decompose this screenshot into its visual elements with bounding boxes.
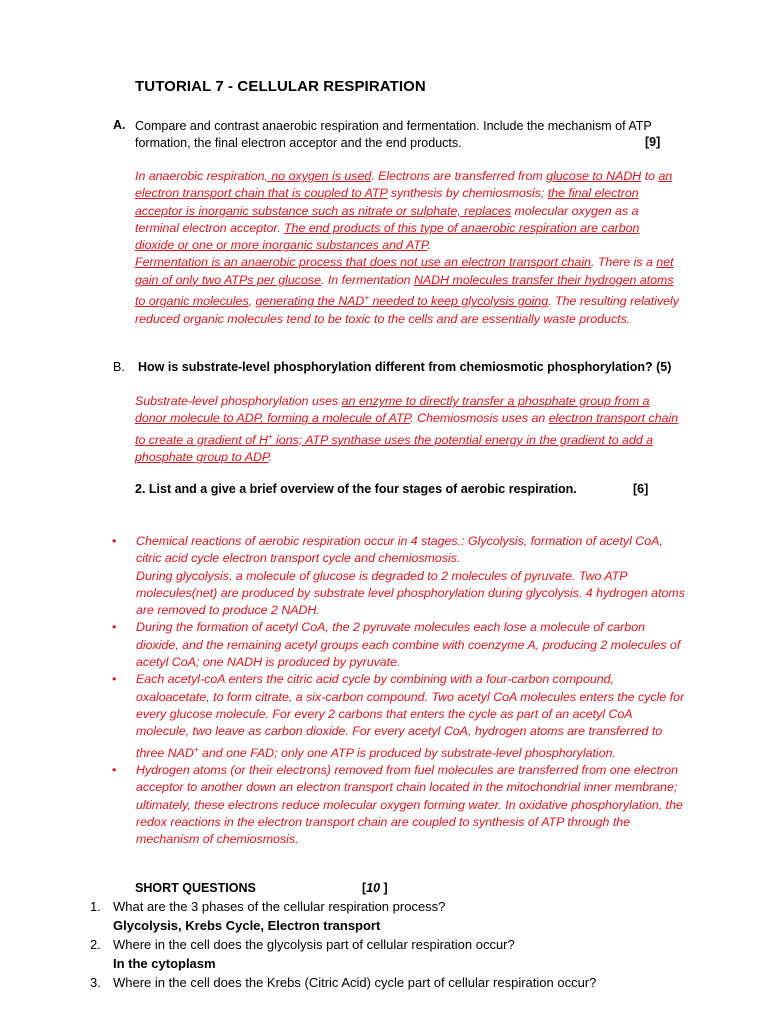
document-page: TUTORIAL 7 - CELLULAR RESPIRATION A. Compare and contrast anaerobic respiration and fermentation. Include the mechanism of ATP formation, the final electron acceptor and the end products. [9] In anaerobic respiration, no oxygen is used. Electrons are transferred from glucose to NADH to an electron transport chain that is coupled to ATP synthesis by chemiosmosis; the final electron acceptor is inorganic substance such as nitrate or sulphate, replaces molecular oxygen as a terminal electron acceptor. The end products of this type of anaerobic respiration are carbon dioxide or one or more inorganic substances and ATP. Fermentation is an anaerobic process that does not use an electron transport chain. There is a net gain of only two ATPs per glucose. In fermentation NADH molecules transfer their hydrogen atoms to organic molecules, generating the NAD+ needed to keep glycolysis going. The resulting relatively reduced organic molecules tend to be toxic to the cells and are essentially waste products. B. How is substrate-level phosphorylation different from chemiosmotic phosphorylation? (5) Substrate-level phosphorylation uses an enzyme to directly transfer a phosphate group from a donor molecule to ADP, forming a molecule of ATP. Chemiosmosis uses an electron transport chain to create a gradient of H+ ions; ATP synthase uses the potential energy in the gradient to add a phosphate group to ADP. 2. List and a give a brief overview of the four stages of aerobic respiration. [6] • Chemical reactions of aerobic respiration occur in 4 stages.: Glycolysis, formation of acetyl CoA, citric acid cycle electron transport cycle and chemiosmosis. During glycolysis, a molecule of glucose is degraded to 2 molecules of pyruvate. Two ATP molecules(net) are produced by substrate level phosphorylation during glycolysis. 4 hydrogen atoms are removed to produce 2 NADH. • During the formation of acetyl CoA, the 2 pyruvate molecules each lose a molecule of carbon dioxide, and the remaining acetyl groups each combine with coenzyme A, producing 2 molecules of acetyl CoA; one NADH is produced by pyruvate. • Each acetyl-coA enters the citric acid cycle by combining with a four-carbon compound, oxaloacetate, to form citrate, a six-carbon compound. Two acetyl CoA molecules enters the cycle for every glucose molecule. For every 2 carbons that enters the cycle as part of an acetyl CoA molecule, two leave as carbon dioxide. For every acetyl CoA, hydrogen atoms are transferred to three NAD+ and one FAD; only one ATP is produced by substrate-level phosphorylation. • Hydrogen atoms (or their electrons) removed from fuel molecules are transferred from one electron acceptor to another down an electron transport chain located in the mitochondrial inner membrane; ultimately, these electrons reduce molecular oxygen forming water. In oxidative phosphorylation, the redox reactions in the electron transport chain are coupled to synthesis of ATP through the mechanism of chemiosmosis. SHORT QUESTIONS [10 ] 1. What are the 3 phases of the cellular respiration process? Glycolysis, Krebs Cycle, Electron transport 2. Where in the cell does the glycolysis part of cellular respiration occur? In the cytoplasm 3. Where in the cell does the Krebs (Citric Acid) cycle part of cellular respiration occur? [0, 0, 768, 1024]
answer-b-paragraph: Substrate-level phosphorylation uses an enzyme to directly transfer a phosphate group from a donor molecule to ADP, forming a molecule of ATP. Chemiosmosis uses an electron transport chain to create a gradient of H+ ions; ATP synthase uses the potential energy in the gradient to add a phosphate group to ADP. [135, 394, 679, 465]
bullet-marker: • [112, 672, 117, 687]
answer-a-paragraph-2: Fermentation is an anaerobic process that does not use an electron transport chain. There is a net gain of only two ATPs per glucose. In fermentation NADH molecules transfer their hydrogen atoms to organic molecules, generating the NAD+ needed to keep glycolysis going. The resulting relatively reduced organic molecules tend to be toxic to the cells and are essentially waste products. [135, 255, 680, 326]
list-item: • Chemical reactions of aerobic respiration occur in 4 stages.: Glycolysis, formation of acetyl CoA, citric acid cycle electron transport cycle and chemiosmosis. During glycolysis, a molecule of glucose is degraded to 2 molecules of pyruvate. Two ATP molecules(net) are produced by substrate level phosphorylation during glycolysis. 4 hydrogen atoms are removed to produce 2 NADH. [112, 534, 685, 618]
bullet-marker: • [112, 534, 117, 548]
list-item: • During the formation of acetyl CoA, the 2 pyruvate molecules each lose a molecule of carbon dioxide, and the remaining acetyl groups each combine with coenzyme A, producing 2 molecules of acetyl CoA; one NADH is produced by pyruvate. [112, 620, 681, 670]
short-question-answer: In the cytoplasm [113, 956, 216, 971]
page-title: TUTORIAL 7 - CELLULAR RESPIRATION [135, 78, 426, 95]
short-questions-heading: SHORT QUESTIONS [135, 881, 256, 895]
answer-a-paragraph-1: In anaerobic respiration, no oxygen is used. Electrons are transferred from glucose to NADH to an electron transport chain that is coupled to ATP synthesis by chemiosmosis; the final electron acceptor is inorganic substance such as nitrate or sulphate, replaces molecular oxygen as a terminal electron acceptor. The end products of this type of anaerobic respiration are carbon dioxide or one or more inorganic substances and ATP. [135, 169, 673, 253]
question-b-label: B. [113, 360, 125, 374]
question-2-marks: [6] [633, 482, 649, 496]
question-a-answer [135, 168, 680, 328]
question-a-marks: [9] [645, 135, 661, 149]
question-a-text [135, 118, 665, 152]
aerobic-stages-list [112, 533, 687, 848]
short-question-text: Where in the cell does the glycolysis part of cellular respiration occur? [113, 937, 515, 952]
short-question-text: Where in the cell does the Krebs (Citric Acid) cycle part of cellular respiration occur? [113, 975, 597, 990]
short-question-answer: Glycolysis, Krebs Cycle, Electron transport [113, 918, 381, 933]
question-a-label: A. [113, 118, 126, 132]
question-2-text: 2. List and a give a brief overview of the four stages of aerobic respiration. [135, 482, 577, 496]
list-item: • Hydrogen atoms (or their electrons) removed from fuel molecules are transferred from one electron acceptor to another down an electron transport chain located in the mitochondrial inner membrane; ultimately, these electrons reduce molecular oxygen forming water. In oxidative phosphorylation, the redox reactions in the electron transport chain are coupled to synthesis of ATP through the mechanism of chemiosmosis. [112, 762, 683, 847]
question-a-line-2: formation, the final electron acceptor and the end products. [135, 136, 462, 150]
bullet-marker: • [112, 762, 117, 777]
short-question-text: What are the 3 phases of the cellular respiration process? [113, 899, 446, 914]
question-a-line-1: Compare and contrast anaerobic respiration and fermentation. Include the mechanism of ATP [135, 119, 652, 133]
question-b-text: How is substrate-level phosphorylation different from chemiosmotic phosphorylation? (5) [138, 360, 672, 374]
question-b-answer [135, 393, 680, 466]
bullet-marker: • [112, 620, 117, 635]
short-questions-marks: [10 ] [362, 881, 388, 895]
list-item: • Each acetyl-coA enters the citric acid cycle by combining with a four-carbon compound, oxaloacetate, to form citrate, a six-carbon compound. Two acetyl CoA molecules enters the cycle for every glucose molecule. For every 2 carbons that enters the cycle as part of an acetyl CoA molecule, two leave as carbon dioxide. For every acetyl CoA, hydrogen atoms are transferred to three NAD+ and one FAD; only one ATP is produced by substrate-level phosphorylation. [112, 672, 685, 760]
